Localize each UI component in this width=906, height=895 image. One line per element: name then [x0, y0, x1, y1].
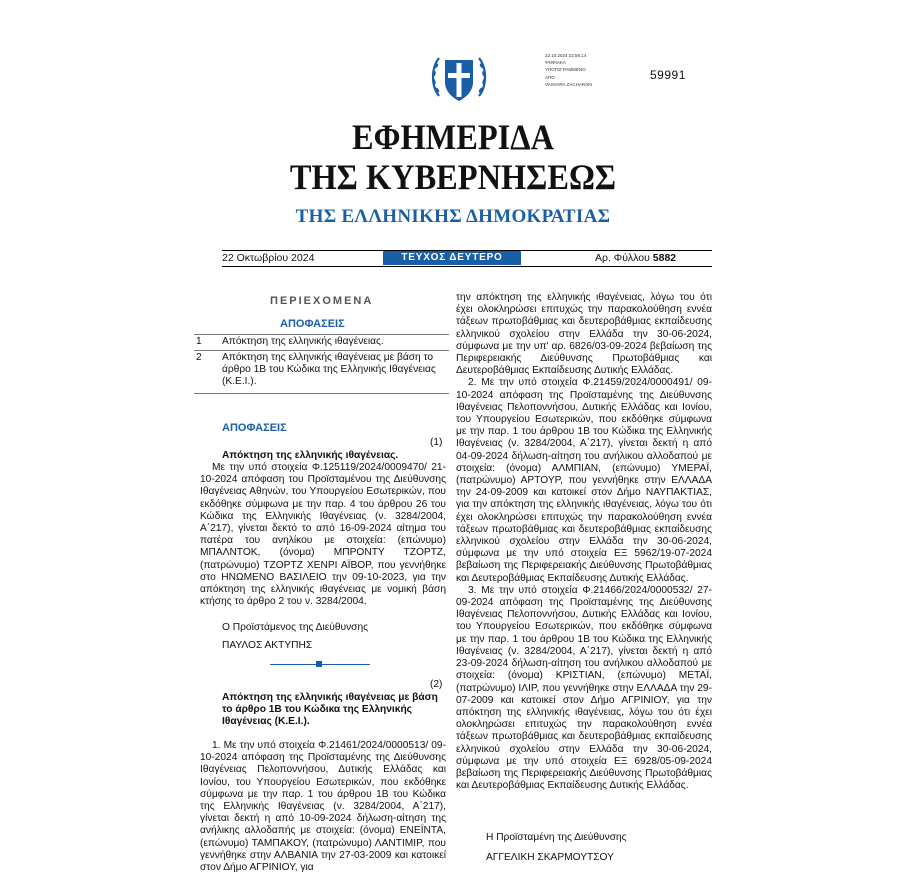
sheet-value: 5882: [652, 252, 677, 264]
decision-paragraph: την απόκτηση της ελληνικής ιθαγένειας, λόγω του ότι έχει ολοκληρώσει επιτυχώς την παρακολούθηση εννέα τάξεων πρωτοβάθμιας και δευτεροβάθμιας εκπαίδευσης ελληνικού σχολείου στην Ελλάδα την 30-06-2024, σύμφωνα με την υπ' αρ. 6826/03-09-2024 βεβαίωση της Περιφερειακής Διεύθυνσης Πρωτοβάθμιας και Δευτεροβάθμιας Εκπαίδευσης Δυτικής Ελλάδας.: [456, 292, 712, 377]
decision-paragraph: 1. Με την υπό στοιχεία Φ.21461/2024/0000513/ 09-10-2024 απόφαση της Προϊσταμένης της Διεύθυνσης Ιθαγένειας Πελοποννήσου, Δυτικής Ελλάδας και Ιονίου, του Υπουργείου Εσωτερικών, που εκδόθηκε σύμφωνα με την παρ. 1 του άρθρου 1Β του Κώδικα της Ελληνικής Ιθαγένειας (ν. 3284/2004, Α΄217), γίνεται δεκτή η από 10-09-2024 δήλωση-αίτηση της ανήλικης αλλοδαπής με στοιχεία: (όνομα) ΕΝΕΪΝΤΑ, (επώνυμο) ΤΑΜΠΑΚΟΥ, (πατρώνυμο) ΛΑΝΤΙΜΙΡ, που γεννήθηκε στην ΑΛΒΑΝΙΑ την 27-03-2009 και κατοικεί στον Δήμο ΑΓΡΙΝΙΟΥ, για: [200, 740, 446, 874]
greek-coat-of-arms-icon: [427, 46, 491, 110]
toc-item-number: 1: [196, 336, 202, 347]
stamp-line: VASVARA ZACHARAKI: [545, 81, 593, 87]
decision-body: [200, 740, 446, 874]
issue-date: 22 Οκτωβρίου 2024: [222, 252, 315, 264]
gazette-subtitle: ΤΗΣ ΕΛΛΗΝΙΚΗΣ ΔΗΜΟΚΡΑΤΙΑΣ: [295, 206, 611, 227]
divider-square-icon: [316, 661, 322, 667]
decision-paragraph: Με την υπό στοιχεία Φ.125119/2024/0009470/ 21-10-2024 απόφαση του Προϊσταμένου της Διεύθυνσης Ιθαγένειας Αθηνών, του Υπουργείου Εσωτερικών, που εκδόθηκε σύμφωνα με την παρ. 4 του άρθρου 26 του Κώδικα της Ελληνικής Ιθαγένειας (ν. 3284/2004, Α΄217), γίνεται δεκτό το από 16-09-2024 αίτημα του πατέρα του ανηλίκου με στοιχεία: (επώνυμο) ΜΠΑΛΝΤΟΚ, (όνομα) ΜΠΡΟΝΤΥ ΤΖΟΡΤΖ, (πατρώνυμο) ΤΖΟΡΤΖ ΧΕΝΡΙ ΑΪΒΟΡ, που γεννήθηκε στο ΗΝΩΜΕΝΟ ΒΑΣΙΛΕΙΟ την 09-10-2023, για την απόκτηση της ελληνικής ιθαγένειας με νομική βάση κτήσης το άρθρο 2 του ν. 3284/2004.: [200, 462, 446, 608]
decision-paragraph: 2. Με την υπό στοιχεία Φ.21459/2024/0000491/ 09-10-2024 απόφαση της Προϊσταμένης της Διεύθυνσης Ιθαγένειας Πελοποννήσου, Δυτικής Ελλάδας και Ιονίου, του Υπουργείου Εσωτερικών, που εκδόθηκε σύμφωνα με την παρ. 1 του άρθρου 1Β του Κώδικα της Ελληνικής Ιθαγένειας (ν. 3284/2004, Α΄217), γίνεται δεκτή η από 04-09-2024 δήλωση-αίτηση του ανήλικου αλλοδαπού με στοιχεία: (όνομα) ΑΛΜΠΙΑΝ, (επώνυμο) ΥΜΕΡΑΪ, (πατρώνυμο) ΑΡΤΟΥΡ, που γεννήθηκε στην ΕΛΛΑΔΑ την 24-09-2009 και κατοικεί στον Δήμο ΝΑΥΠΑΚΤΙΑΣ, για την απόκτηση της ελληνικής ιθαγένειας, λόγω του ότι έχει ολοκληρώσει επιτυχώς την παρακολούθηση εννέα τάξεων πρωτοβάθμιας και δευτεροβάθμιας εκπαίδευσης ελληνικού σχολείου στην Ελλάδα την 30-06-2024, σύμφωνα με την υπό στοιχεία ΕΞ 5962/19-07-2024 βεβαίωση της Περιφερειακής Διεύθυνσης Πρωτοβάθμιας και Δευτεροβάθμιας Εκπαίδευσης Δυτικής Ελλάδας.: [456, 377, 712, 584]
stamp-line: ΑΠΟ: [545, 74, 555, 80]
contents-heading: ΠΕΡΙΕΧΟΜΕΝΑ: [270, 295, 374, 307]
decision-number: (2): [430, 679, 443, 690]
toc-item-text[interactable]: Απόκτηση της ελληνικής ιθαγένειας.: [222, 336, 384, 347]
signer-name: ΠΑΥΛΟΣ ΑΚΤΥΠΗΣ: [222, 640, 313, 651]
issue-type-badge: ΤΕΥΧΟΣ ΔΕΥΤΕΡΟ: [383, 251, 521, 265]
digital-signature-stamp: [545, 52, 592, 88]
stamp-line: 22.10.2024 22:56:14: [545, 53, 587, 58]
signer-name: ΑΓΓΕΛΙΚΗ ΣΚΑΡΜΟΥΤΣΟΥ: [486, 852, 614, 863]
page-number: 59991: [650, 68, 686, 82]
decision-title: Απόκτηση της ελληνικής ιθαγένειας με βάση το άρθρο 1Β του Κώδικα της Ελληνικής Ιθαγένειας (Κ.Ε.Ι.).: [222, 692, 438, 728]
stamp-line: ΨΗΦΙΑΚΑ: [545, 60, 566, 66]
toc-rule: [194, 393, 449, 394]
sheet-number: [595, 252, 676, 264]
right-column: [456, 292, 712, 792]
gazette-title-line2: ΤΗΣ ΚΥΒΕΡΝΗΣΕΩΣ: [289, 157, 617, 197]
stamp-line: ΥΠΟΓΕΓΡΑΜΜΕΝΟ: [545, 67, 586, 73]
decision-title: Απόκτηση της ελληνικής ιθαγένειας.: [222, 450, 399, 461]
gazette-title-line1: ΕΦΗΜΕΡΙΔΑ: [352, 117, 554, 157]
signer-role: Η Προϊσταμένη της Διεύθυνσης: [486, 832, 627, 843]
toc-item-number: 2: [196, 352, 202, 363]
header-rule-bottom: [222, 266, 712, 267]
toc-rule: [194, 350, 449, 351]
decisions-heading: ΑΠΟΦΑΣΕΙΣ: [222, 422, 287, 434]
sheet-label: Αρ. Φύλλου: [595, 252, 650, 264]
decision-paragraph: 3. Με την υπό στοιχεία Φ.21466/2024/0000532/ 27-09-2024 απόφαση της Προϊσταμένης της Διεύθυνσης Ιθαγένειας Πελοποννήσου, Δυτικής Ελλάδας και Ιονίου, του Υπουργείου Εσωτερικών, που εκδόθηκε σύμφωνα με την παρ. 1 του άρθρου 1Β του Κώδικα της Ελληνικής Ιθαγένειας (ν. 3284/2004, Α΄217), γίνεται δεκτή η από 23-09-2024 δήλωση-αίτηση του ανήλικου αλλοδαπού με στοιχεία: (όνομα) ΚΡΙΣΤΙΑΝ, (επώνυμο) ΜΕΤΑΪ, (πατρώνυμο) ΙΛΙΡ, που γεννήθηκε στην ΕΛΛΑΔΑ την 29-07-2009 και κατοικεί στον Δήμο ΑΓΡΙΝΙΟΥ, για την απόκτηση της ελληνικής ιθαγένειας, λόγω του ότι έχει ολοκληρώσει επιτυχώς την παρακολούθηση εννέα τάξεων πρωτοβάθμιας και δευτεροβάθμιας εκπαίδευσης ελληνικού σχολείου στην Ελλάδα την 30-06-2024, σύμφωνα με την υπό στοιχεία ΕΞ 6928/05-09-2024 βεβαίωση της Περιφερειακής Διεύθυνσης Πρωτοβάθμιας και Δευτεροβάθμιας Εκπαίδευσης Δυτικής Ελλάδας.: [456, 584, 712, 792]
toc-rule: [194, 334, 449, 335]
signer-role: Ο Προϊστάμενος της Διεύθυνσης: [222, 622, 369, 633]
toc-item-text[interactable]: Απόκτηση της ελληνικής ιθαγένειας με βάση το άρθρο 1Β του Κώδικα της Ελληνικής Ιθαγένειας (Κ.Ε.Ι.).: [222, 352, 436, 388]
decision-number: (1): [430, 437, 443, 448]
contents-subheading: ΑΠΟΦΑΣΕΙΣ: [280, 318, 345, 330]
decision-body: [200, 462, 446, 608]
